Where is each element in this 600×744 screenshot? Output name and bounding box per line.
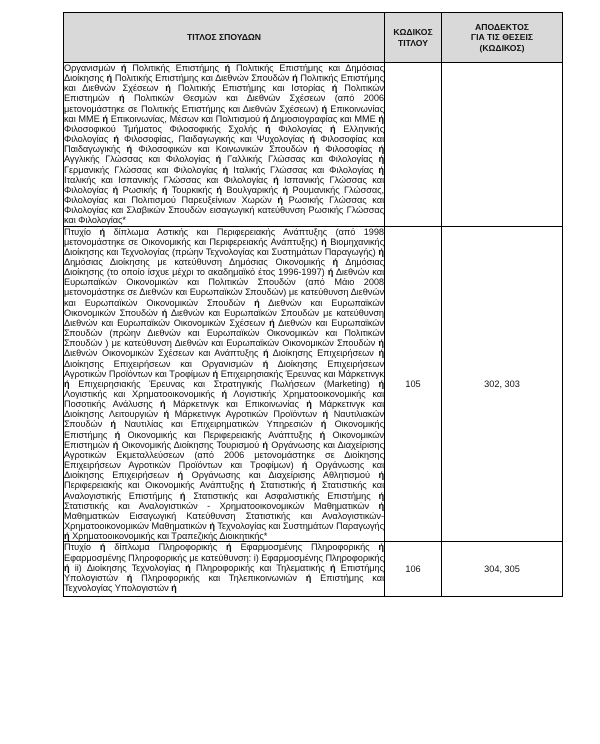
- table-row: [64, 226, 563, 542]
- title-segment: Διεθνών και Ευρωπαϊκών Σπουδών (πρώην Διεθνών και Ευρωπαϊκών Οικονομικών και Πολιτικών Σπουδών ) με κατεύθυνση Διεθνών και Ευρωπαϊκών Οικονομικών Σπουδών: [64, 317, 384, 349]
- title-segment: Ρουμανικής Γλώσσας, Φιλολογίας και Πολιτισμού Παρευξείνιων Χωρών: [64, 184, 384, 206]
- or-separator: ή: [161, 184, 168, 195]
- or-separator: ή: [212, 368, 219, 379]
- table-row: [64, 542, 563, 597]
- or-separator: ή: [177, 470, 184, 481]
- or-separator: ή: [179, 490, 186, 501]
- title-segment: Φιλοσοφίας: [325, 144, 373, 155]
- title-segment: Στατιστικής: [260, 480, 306, 491]
- title-segment: Λογιστικής Χρηματοοικονομικής και Ποσοτικής Ανάλυσης: [64, 389, 384, 410]
- or-separator: ή: [301, 460, 308, 471]
- or-separator: ή: [222, 164, 229, 175]
- or-separator: ή: [171, 582, 177, 593]
- or-separator: ή: [378, 154, 384, 165]
- title-segment: Οργάνωσης και Διαχείρισης Αθλητισμού: [191, 470, 370, 481]
- title-segment: Διεθνών Οικονομικών Σχέσεων και Ανάπτυξης: [64, 348, 259, 359]
- title-segment: Πτυχίο: [64, 226, 91, 237]
- title-segment: Πολιτικών Θεσμών και Διεθνών Σχέσεων (από 2006 μετονομάστηκε σε Πολιτικής Επιστήμης και Διεθνών Σχέσεων): [64, 93, 384, 114]
- title-segment: Ιταλικής και Ισπανικής Γλώσσας και Φιλολογίας: [64, 174, 268, 185]
- or-separator: ή: [378, 113, 384, 124]
- or-separator: ή: [64, 562, 70, 573]
- or-separator: ή: [114, 429, 121, 440]
- title-segment: Τεχνολογίας και Συστημάτων Παραγωγής: [217, 521, 384, 532]
- title-segment: Μάρκετινγκ και Διοίκησης Λειτουργιών: [64, 399, 384, 420]
- title-segment: Οργάνωσης και Διαχείρισης Αγροτικών Εκμεταλλεύσεων (από 2006 μετονομάστηκε σε Διοίκησης Επιχειρήσεων Αγροτικών Προϊόντων και Τροφίμων): [64, 439, 384, 471]
- title-segment: Οργανισμών: [64, 63, 116, 73]
- or-separator: ή: [320, 419, 327, 430]
- header-accepted-line1: ΑΠΟΔΕΚΤΟΣ: [475, 21, 529, 32]
- title-segment: Τουρκικής: [171, 184, 212, 195]
- or-separator: ή: [322, 409, 329, 420]
- or-separator: ή: [378, 490, 384, 501]
- title-segment: Δημοσιογραφίας και ΜΜΕ: [270, 113, 376, 124]
- title-segment: Πτυχίο: [64, 542, 91, 553]
- or-separator: ή: [306, 399, 312, 410]
- or-separator: ή: [269, 317, 275, 328]
- title-segment: Διοίκησης Επιχειρήσεων: [272, 348, 374, 359]
- or-separator: ή: [265, 123, 271, 134]
- title-segment: Πολιτικής Επιστήμης και Διεθνών Σπουδών: [114, 73, 290, 84]
- code-cell: 105: [385, 226, 442, 542]
- title-segment: Ρωσικής: [122, 184, 158, 195]
- or-separator: ή: [185, 562, 191, 573]
- title-segment: Ρωσικής Γλώσσας και Φιλολογίας και Σλαβικών Σπουδών εισαγωγική κατεύθυνση Ρωσικής Γλώσσας και Φιλολογίας*: [64, 195, 384, 226]
- title-segment: Οικονομικής Επιστήμης: [64, 419, 384, 440]
- title-segment: Πληροφορικής και Τηλεματικής: [195, 562, 325, 573]
- title-segment: Εφαρμοσμένης Πληροφορικής με κατεύθυνση: i) Εφαρμοσμένης Πληροφορικής: [64, 552, 384, 563]
- title-segment: Δημόσιας Διοίκησης με κατεύθυνση Δημόσιας Οικονομικής: [64, 256, 325, 267]
- header-accepted-line2: ΓΙΑ ΤΙΣ ΘΕΣΕΙΣ: [470, 32, 534, 43]
- or-separator: ή: [263, 348, 269, 359]
- title-segment: Ναυτιλίας και Επιχειρηματικών Υπηρεσιών: [124, 419, 313, 430]
- title-segment: Οικονομικής και Περιφερειακής Ανάπτυξης: [127, 429, 313, 440]
- or-separator: ή: [262, 358, 269, 369]
- or-separator: ή: [112, 439, 119, 450]
- title-segment: Διεθνών και Ευρωπαϊκών Σπουδών με κατεύθυνση Διεθνών και Ευρωπαϊκών Οικονομικών Σχέσεων: [64, 307, 384, 328]
- title-segment: Φιλοσοφίας, Παιδαγωγικής και Ψυχολογίας: [123, 134, 305, 145]
- code-cell: [385, 63, 442, 227]
- or-separator: ή: [282, 184, 289, 195]
- title-segment: Γερμανικής Γλώσσας και Φιλολογίας: [64, 164, 218, 175]
- or-separator: ή: [216, 184, 222, 195]
- or-separator: ή: [378, 164, 384, 175]
- title-segment: Επικοινωνίας και ΜΜΕ: [64, 103, 384, 124]
- title-segment: Μαθηματικών Εισαγωγική Κατεύθυνση Στατιστικής και Αναλογιστικών-Χρηματοοικονομικών Μαθηματικών: [64, 510, 384, 532]
- title-segment: Φιλολογίας: [278, 123, 323, 134]
- or-separator: ή: [378, 348, 384, 359]
- or-separator: ή: [106, 73, 113, 84]
- title-segment: Ναυτιλιακών Σπουδών: [64, 409, 385, 430]
- or-separator: ή: [64, 378, 70, 389]
- or-separator: ή: [378, 144, 384, 155]
- or-separator: ή: [113, 134, 119, 145]
- title-segment: Πολιτικής Επιστήμης και Δημόσιας Διοίκησης: [64, 63, 384, 84]
- or-separator: ή: [378, 338, 384, 349]
- code-cell: 106: [385, 542, 442, 597]
- title-segment: Εφαρμοσμένης Πληροφορικής: [240, 542, 370, 553]
- title-segment: Φιλοσοφικών και Κοινωνικών Σπουδών: [138, 144, 308, 155]
- or-separator: ή: [378, 500, 385, 511]
- title-segment: Πολιτικής Επιστήμης και Ιστορίας: [177, 83, 325, 94]
- or-separator: ή: [262, 439, 268, 450]
- or-separator: ή: [331, 83, 338, 94]
- title-segment: Διεθνών και Ευρωπαϊκών Οικονομικών Σπουδών: [64, 297, 384, 318]
- or-separator: ή: [330, 123, 336, 134]
- title-cell: [64, 226, 385, 542]
- title-segment: Χρηματοοικονομικής και Τραπεζικής Διοικητικής*: [72, 531, 268, 542]
- or-separator: ή: [118, 93, 125, 104]
- title-cell: [64, 542, 385, 597]
- or-separator: ή: [249, 480, 255, 491]
- header-row: [64, 13, 563, 63]
- title-segment: Περιφερειακής και Οικονομικής Ανάπτυξης: [64, 480, 244, 491]
- header-code-line2: ΤΙΤΛΟΥ: [398, 37, 428, 48]
- title-segment: Διεθνών και Ευρωπαϊκών Οικονομικών και Πολιτικών Σπουδών (από Μάιο 2008 μετονομάστηκε σε Διεθνών και Ευρωπαϊκών Σπουδών) με κατεύθυνση Διεθνών και Ευρωπαϊκών Οικονομικών Σπουδών: [64, 267, 384, 308]
- or-separator: ή: [378, 542, 384, 553]
- or-separator: ή: [126, 572, 133, 583]
- title-segment: Επιχειρησιακής Έρευνας και Στρατηγικής Πωλήσεων (Marketing): [78, 378, 370, 389]
- or-separator: ή: [273, 174, 279, 185]
- title-segment: Οικονομικών Επιστημών: [64, 429, 384, 450]
- title-segment: Οργάνωσης και Διοίκησης Επιχειρήσεων: [64, 460, 384, 481]
- title-cell-clip: [64, 542, 384, 596]
- or-separator: ή: [126, 144, 133, 155]
- or-separator: ή: [277, 195, 283, 206]
- title-segment: Ιταλικής Γλώσσας και Φιλολογίας: [233, 164, 374, 175]
- header-accepted: [442, 13, 563, 63]
- title-segment: Στατιστικής και Αναλογιστικής Επιστήμης: [64, 480, 384, 501]
- or-separator: ή: [378, 470, 385, 481]
- accepted-cell: 304, 305: [442, 542, 563, 597]
- header-accepted-line3: (ΚΩΔΙΚΟΣ): [479, 42, 525, 53]
- or-separator: ή: [226, 542, 232, 553]
- accepted-cell: [442, 63, 563, 227]
- or-separator: ή: [161, 307, 168, 318]
- header-title: [64, 13, 385, 63]
- or-separator: ή: [321, 103, 328, 114]
- or-separator: ή: [321, 236, 327, 247]
- or-separator: ή: [310, 480, 317, 491]
- title-segment: Επιστήμης και Τεχνολογίας Υπολογιστών: [64, 572, 384, 593]
- or-separator: ή: [305, 572, 312, 583]
- title-segment: Πολιτικής Επιστήμης: [132, 63, 219, 73]
- title-segment: Λογιστικής και Χρηματοοικονομικής: [64, 389, 215, 399]
- title-segment: ii) Διοίκησης Τεχνολογίας: [74, 562, 181, 573]
- or-separator: ή: [64, 531, 70, 542]
- title-segment: Πολιτικής Επιστήμης και Διεθνών Σχέσεων: [64, 73, 384, 94]
- title-segment: Στατιστικής και Αναλογιστικών - Χρηματοοικονομικών Μαθηματικών: [64, 500, 369, 511]
- or-separator: ή: [221, 389, 228, 399]
- title-segment: Επιχειρησιακής Έρευνας και Μάρκετινγκ: [220, 368, 384, 379]
- accepted-cell: 302, 303: [442, 226, 563, 542]
- title-segment: Διοίκησης Επιχειρήσεων και Οργανισμών: [64, 358, 253, 369]
- title-segment: Διοίκησης Επιχειρήσεων Αγροτικών Προϊόντων και Τροφίμων: [64, 358, 384, 379]
- title-segment: Οικονομικής Διοίκησης Τουρισμού: [121, 439, 260, 450]
- or-separator: ή: [309, 134, 316, 145]
- header-title-text: ΤΙΤΛΟΣ ΣΠΟΥΔΩΝ: [186, 32, 261, 43]
- or-separator: ή: [224, 63, 231, 73]
- study-titles-table: [63, 12, 563, 597]
- title-segment: Στατιστικής και Ασφαλιστικής Επιστήμης: [193, 490, 371, 501]
- title-segment: Φιλοσοφίας και Παιδαγωγικής: [64, 134, 384, 155]
- table-row: [64, 63, 563, 227]
- or-separator: ή: [99, 542, 106, 553]
- title-segment: Μάρκετινγκ Αγροτικών Προϊόντων: [174, 409, 317, 420]
- or-separator: ή: [254, 297, 260, 308]
- or-separator: ή: [163, 409, 170, 420]
- title-segment: Γαλλικής Γλώσσας και Φιλολογίας: [226, 154, 373, 165]
- title-segment: Πολιτικών Επιστημών: [64, 83, 384, 104]
- or-separator: ή: [99, 226, 106, 237]
- or-separator: ή: [378, 378, 384, 389]
- or-separator: ή: [262, 113, 269, 124]
- title-cell: [64, 63, 385, 227]
- title-segment: Βουλγαρικής: [226, 184, 279, 195]
- title-segment: Βιομηχανικής Διοίκησης και Τεχνολογίας (πρώην Τεχνολογίας και Συστημάτων Παραγωγής): [64, 236, 384, 257]
- title-segment: Μάρκετινγκ και Επικοινωνίας: [172, 399, 299, 410]
- or-separator: ή: [329, 562, 336, 573]
- title-segment: δίπλωμα Πληροφορικής: [114, 542, 218, 553]
- title-segment: Φιλοσοφικού Τμήματος Φιλοσοφικής Σχολής: [64, 123, 258, 134]
- or-separator: ή: [165, 83, 171, 94]
- or-separator: ή: [319, 429, 326, 440]
- title-segment: Αγγλικής Γλώσσας και Φιλολογίας: [64, 154, 210, 165]
- or-separator: ή: [112, 184, 119, 195]
- or-separator: ή: [332, 256, 339, 267]
- or-separator: ή: [378, 246, 384, 257]
- title-segment: Δημόσιας Διοίκησης (το οποίο ίσχυε μέχρι το ακαδημαϊκό έτος 1996-1997): [64, 256, 384, 278]
- or-separator: ή: [209, 521, 215, 532]
- or-separator: ή: [215, 154, 222, 165]
- or-separator: ή: [110, 419, 116, 430]
- or-separator: ή: [160, 399, 166, 410]
- or-separator: ή: [120, 63, 127, 73]
- title-segment: Επικοινωνίας, Μέσων και Πολιτισμού: [110, 113, 261, 124]
- or-separator: ή: [313, 144, 320, 155]
- or-separator: ή: [102, 113, 108, 124]
- title-segment: δίπλωμα Αστικής και Περιφερειακής Ανάπτυξης (από 1998 μετονομάστηκε σε Οικονομικής και Περιφερειακής Ανάπτυξης): [64, 226, 384, 247]
- title-segment: Ελληνικής Φιλολογίας: [64, 123, 384, 145]
- header-code: [385, 13, 442, 63]
- or-separator: ή: [292, 73, 298, 84]
- header-code-line1: ΚΩΔΙΚΟΣ: [393, 27, 433, 37]
- title-segment: Ισπανικής Γλώσσας και Φιλολογίας: [64, 174, 384, 195]
- or-separator: ή: [327, 267, 334, 278]
- title-segment: Πληροφορικής και Τηλεπικοινωνιών: [141, 572, 297, 583]
- title-segment: Επιστήμης Υπολογιστών: [64, 562, 384, 583]
